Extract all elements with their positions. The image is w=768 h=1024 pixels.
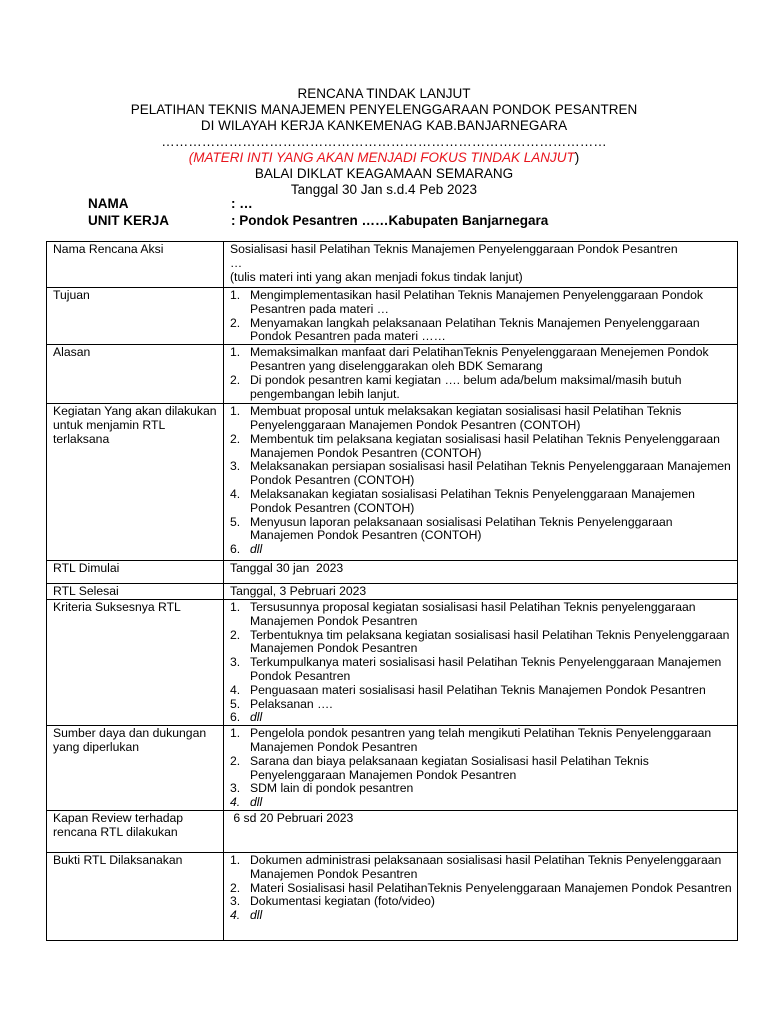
list-item-number: 2. — [230, 372, 241, 387]
list-item-text: Menyusun laporan pelaksanaan sosialisasi Pelatihan Teknis Penyelenggaraan Manajemen Pondok Pesantren (CONTOH) — [250, 514, 673, 543]
row-label: Kapan Review terhadap rencana RTL dilakukan — [47, 810, 224, 852]
numbered-list — [230, 601, 733, 725]
list-item — [230, 374, 733, 402]
list-item — [230, 882, 733, 896]
content-line: 6 sd 20 Pebruari 2023 — [230, 810, 354, 825]
unit-kerja-value: : Pondok Pesantren ……Kabupaten Banjarnegara — [231, 213, 549, 228]
row-label: Kegiatan Yang akan dilakukan untuk menjamin RTL terlaksana — [47, 404, 224, 561]
list-item — [230, 433, 733, 461]
list-item — [230, 796, 733, 810]
list-item — [230, 317, 733, 345]
identity-nama — [88, 195, 548, 212]
list-item — [230, 488, 733, 516]
focus-note — [0, 150, 768, 166]
list-item-number: 2. — [230, 627, 241, 642]
list-item-number: 2. — [230, 753, 241, 768]
list-item — [230, 346, 733, 374]
list-item — [230, 782, 733, 796]
list-item — [230, 895, 733, 909]
content-line: … — [230, 255, 243, 270]
row-label: Kriteria Suksesnya RTL — [47, 599, 224, 725]
list-item-text: Melaksanakan kegiatan sosialisasi Pelatihan Teknis Penyelenggaraan Manajemen Pondok Pesantren (CONTOH) — [250, 486, 695, 515]
list-item-text: dll — [250, 908, 263, 923]
document-title: RENCANA TINDAK LANJUT — [297, 86, 471, 101]
list-item-number: 3. — [230, 459, 241, 474]
list-item — [230, 684, 733, 698]
content-line: Tanggal 30 jan 2023 — [230, 561, 344, 576]
list-item-number: 4. — [230, 908, 241, 923]
numbered-list — [230, 289, 733, 344]
table-row — [47, 404, 738, 561]
list-item-number: 3. — [230, 781, 241, 796]
list-item-text: Mengimplementasikan hasil Pelatihan Teknis Manajemen Penyelenggaraan Pondok Pesantren pada materi … — [250, 288, 704, 316]
row-content — [224, 561, 738, 584]
table-row — [47, 852, 738, 940]
list-item-text: Tersusunnya proposal kegiatan sosialisasi hasil Pelatihan Teknis penyelenggaraan Manajemen Pondok Pesantren — [250, 599, 696, 628]
list-item-number: 5. — [230, 514, 241, 529]
list-item — [230, 698, 733, 712]
content-line: Tanggal, 3 Pebruari 2023 — [230, 584, 367, 599]
list-item-text: Materi Sosialisasi hasil PelatihanTeknis Penyelenggaraan Manajemen Pondok Pesantren — [250, 880, 732, 895]
list-item-number: 6. — [230, 542, 241, 557]
list-item — [230, 854, 733, 882]
list-item — [230, 727, 733, 755]
list-item-text: Memaksimalkan manfaat dari PelatihanTeknis Penyelenggaraan Menejemen Pondok Pesantren yang diselenggarakan oleh BDK Semarang — [250, 345, 709, 373]
numbered-list — [230, 854, 733, 923]
list-item-number: 1. — [230, 852, 241, 867]
list-item-text: dll — [250, 710, 263, 725]
list-item-number: 3. — [230, 655, 241, 670]
rtl-table — [46, 241, 738, 941]
list-item-number: 1. — [230, 404, 241, 419]
identity-block — [88, 195, 548, 229]
table-row — [47, 599, 738, 725]
list-item-text: Membuat proposal untuk melaksakan kegiatan sosialisasi hasil Pelatihan Teknis Penyelenggaraan Manajemen Pondok Pesantren (CONTOH) — [250, 404, 682, 432]
list-item-text: Di pondok pesantren kami kegiatan …. belum ada/belum maksimal/masih butuh pengembangan lebih lanjut. — [250, 372, 682, 401]
list-item-number: 2. — [230, 880, 241, 895]
list-item-number: 2. — [230, 315, 241, 330]
list-item-number: 5. — [230, 696, 241, 711]
row-label: RTL Dimulai — [47, 561, 224, 584]
list-item-number: 1. — [230, 599, 241, 614]
document-subtitle-region: DI WILAYAH KERJA KANKEMENAG KAB.BANJARNEGARA — [200, 118, 568, 133]
list-item-text: Menyamakan langkah pelaksanaan Pelatihan Teknis Manajemen Penyelenggaraan Pondok Pesantren pada materi …… — [250, 315, 700, 344]
list-item-number: 1. — [230, 345, 241, 360]
content-line: Sosialisasi hasil Pelatihan Teknis Manajemen Penyelenggaraan Pondok Pesantren — [230, 242, 678, 256]
table-row — [47, 288, 738, 345]
list-item-number: 1. — [230, 288, 241, 302]
row-content — [224, 288, 738, 345]
list-item — [230, 755, 733, 783]
list-item-number: 4. — [230, 682, 241, 697]
list-item — [230, 711, 733, 725]
numbered-list — [230, 405, 733, 557]
list-item-text: Sarana dan biaya pelaksanaan kegiatan Sosialisasi hasil Pelatihan Teknis Penyelenggaraan Manajemen Pondok Pesantren — [250, 753, 649, 782]
list-item-number: 4. — [230, 486, 241, 501]
list-item — [230, 405, 733, 433]
list-item-number: 6. — [230, 710, 241, 725]
table-row — [47, 726, 738, 811]
list-item-text: Pelaksanan …. — [250, 696, 333, 711]
numbered-list — [230, 727, 733, 810]
list-item-number: 3. — [230, 894, 241, 909]
nama-value: : … — [231, 196, 253, 211]
list-item — [230, 629, 733, 657]
row-content — [224, 242, 738, 288]
nama-label: NAMA — [88, 196, 129, 211]
list-item-text: SDM lain di pondok pesantren — [250, 781, 414, 796]
table-row — [47, 561, 738, 584]
list-item — [230, 460, 733, 488]
table-row — [47, 242, 738, 288]
list-item — [230, 543, 733, 557]
list-item-text: Terkumpulkanya materi sosialisasi hasil Pelatihan Teknis Penyelenggaraan Manajemen Pondok Pesantren — [250, 655, 722, 683]
row-content — [224, 852, 738, 940]
list-item — [230, 601, 733, 629]
list-item-number: 4. — [230, 795, 241, 810]
row-label: Tujuan — [47, 288, 224, 345]
list-item-number: 1. — [230, 726, 241, 741]
focus-note-close: ) — [574, 150, 580, 165]
list-item-text: Penguasaan materi sosialisasi hasil Pelatihan Teknis Manajemen Pondok Pesantren — [250, 682, 706, 697]
training-date: Tanggal 30 Jan s.d.4 Peb 2023 — [290, 182, 478, 197]
list-item — [230, 289, 733, 317]
row-label: RTL Selesai — [47, 584, 224, 600]
dotted-placeholder: ……………………………………………………………………………………… — [161, 134, 607, 149]
institution-name: BALAI DIKLAT KEAGAMAAN SEMARANG — [254, 166, 514, 181]
list-item — [230, 909, 733, 923]
document-subtitle-training: PELATIHAN TEKNIS MANAJEMEN PENYELENGGARAAN PONDOK PESANTREN — [130, 102, 638, 117]
focus-note-text: (MATERI INTI YANG AKAN MENJADI FOKUS TINDAK LANJUT — [188, 150, 575, 165]
row-content — [224, 810, 738, 852]
list-item — [230, 656, 733, 684]
row-content — [224, 726, 738, 811]
unit-kerja-label: UNIT KERJA — [88, 213, 170, 228]
list-item-text: Dokumen administrasi pelaksanaan sosialisasi hasil Pelatihan Teknis Penyelenggaraan Manajemen Pondok Pesantren — [250, 852, 722, 881]
list-item-text: Pengelola pondok pesantren yang telah mengikuti Pelatihan Teknis Penyelenggaraan Manajemen Pondok Pesantren — [250, 726, 712, 754]
list-item-text: Membentuk tim pelaksana kegiatan sosialisasi hasil Pelatihan Teknis Penyelenggaraan Manajemen Pondok Pesantren (CONTOH) — [250, 431, 720, 460]
list-item-text: dll — [250, 542, 263, 557]
row-label: Nama Rencana Aksi — [47, 242, 224, 288]
list-item-text: Terbentuknya tim pelaksana kegiatan sosialisasi hasil Pelatihan Teknis Penyelenggaraan Manajemen Pondok Pesantren — [250, 627, 730, 656]
list-item — [230, 516, 733, 544]
table-row — [47, 584, 738, 600]
row-label: Sumber daya dan dukungan yang diperlukan — [47, 726, 224, 811]
list-item-text: dll — [250, 795, 263, 810]
table-row — [47, 345, 738, 404]
row-label: Alasan — [47, 345, 224, 404]
list-item-text: Melaksanakan persiapan sosialisasi hasil Pelatihan Teknis Penyelenggaraan Manajemen Pondok Pesantren (CONTOH) — [250, 459, 731, 488]
row-content — [224, 599, 738, 725]
content-line: (tulis materi inti yang akan menjadi fokus tindak lanjut) — [230, 269, 523, 284]
document-header — [0, 86, 768, 198]
identity-unit-kerja — [88, 212, 548, 229]
row-content — [224, 345, 738, 404]
row-content — [224, 584, 738, 600]
numbered-list — [230, 346, 733, 401]
rtl-table-body — [47, 242, 738, 941]
list-item-text: Dokumentasi kegiatan (foto/video) — [250, 894, 435, 909]
list-item-number: 2. — [230, 431, 241, 446]
row-label: Bukti RTL Dilaksanakan — [47, 852, 224, 940]
table-row — [47, 810, 738, 852]
row-content — [224, 404, 738, 561]
